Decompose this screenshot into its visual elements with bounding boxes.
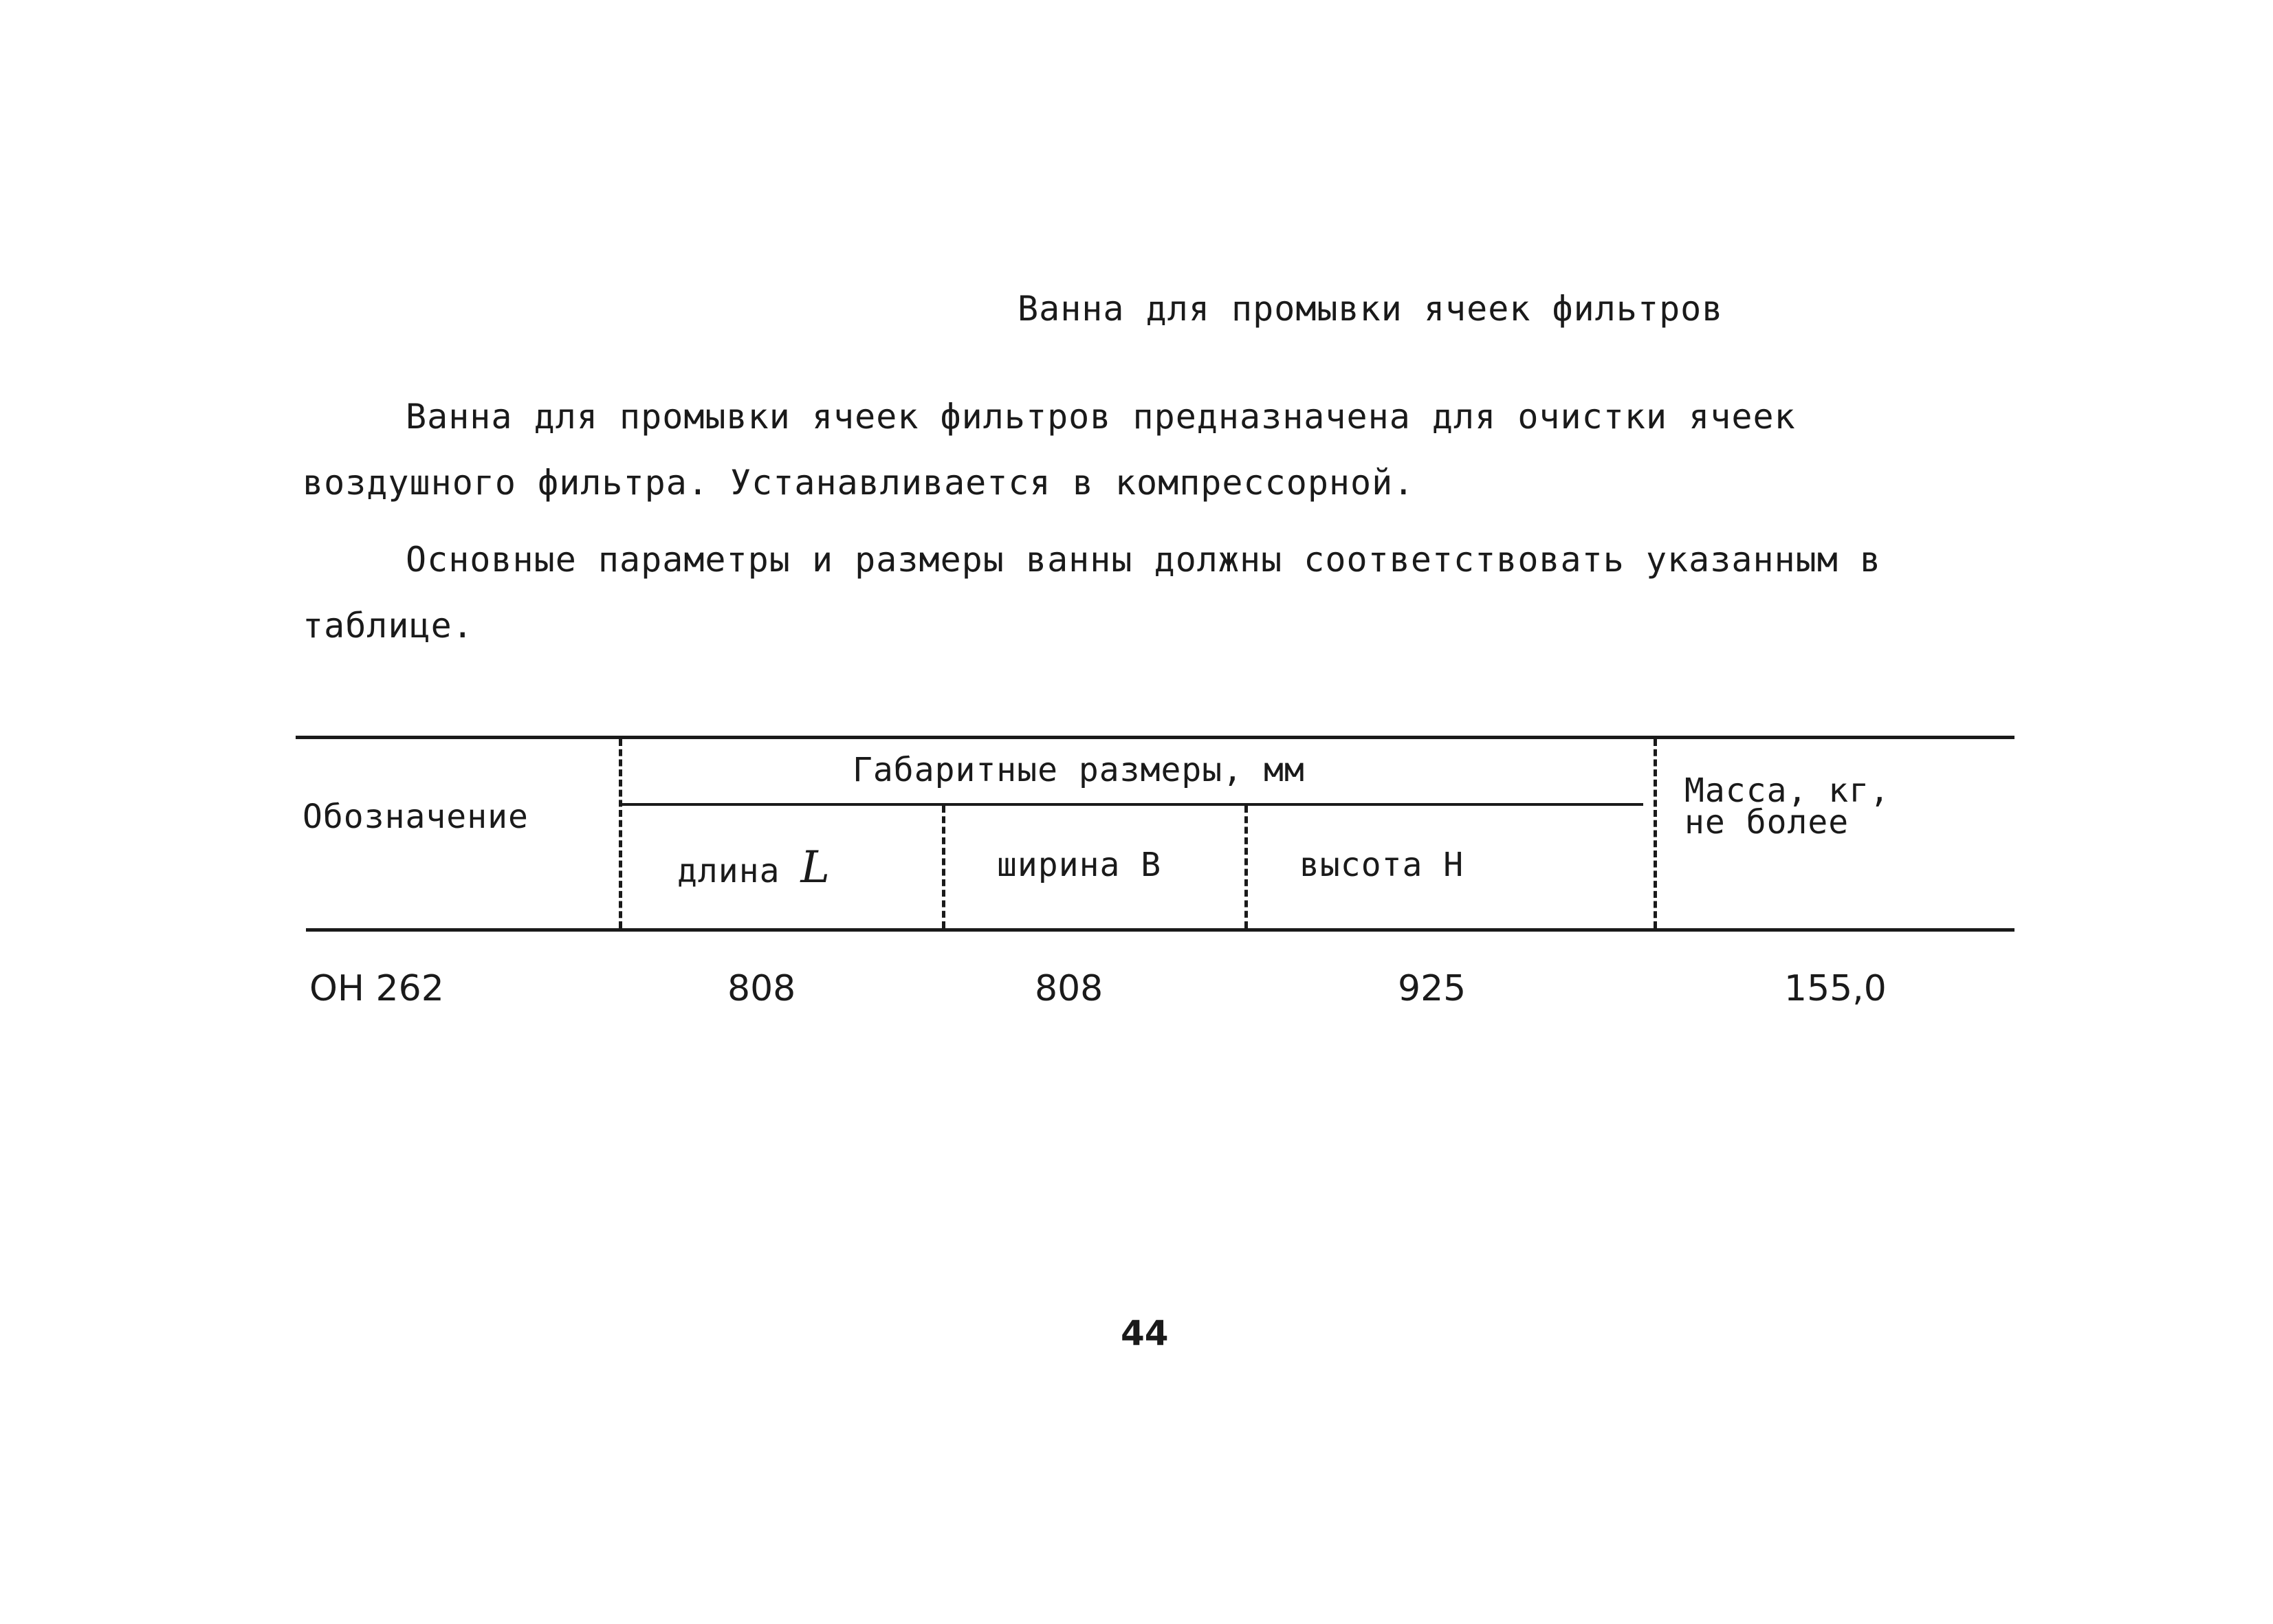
table-header-bottom-rule: [306, 928, 2014, 932]
header-mass-note: не более: [1684, 803, 1849, 842]
header-height: высота Н: [1299, 846, 1464, 884]
header-dimensions-group: Габаритные размеры, мм: [853, 751, 1305, 789]
paragraph-parameters: [303, 527, 1966, 659]
page-number: 44: [1121, 1313, 1169, 1353]
row-height: 925: [1398, 968, 1467, 1009]
row-length: 808: [727, 968, 796, 1009]
table-divider-2: [942, 806, 945, 928]
paragraph-parameters-text: Основные параметры и размеры ванны должны соответствовать указанным в таблице.: [303, 540, 1882, 646]
table-group-rule: [622, 803, 1643, 806]
row-width: 808: [1035, 968, 1103, 1009]
table-divider-1: [619, 739, 622, 928]
header-mass: Масса, кг,: [1684, 771, 1890, 810]
header-length-text: длина: [677, 852, 780, 890]
paragraph-purpose: [303, 384, 1966, 516]
paragraph-purpose-text: Ванна для промывки ячеек фильтров предназначена для очистки ячеек воздушного фильтра. Устанавливается в компрессорной.: [303, 397, 1796, 503]
row-mass: 155,0: [1784, 968, 1887, 1009]
document-title: Ванна для промывки ячеек фильтров: [1018, 289, 1724, 329]
table-divider-4: [1654, 739, 1657, 928]
table-top-rule: [296, 736, 2014, 739]
table-divider-3: [1244, 806, 1248, 928]
header-length-symbol: L: [800, 842, 831, 893]
header-width: ширина В: [997, 846, 1162, 884]
row-designation: ОН 262: [309, 968, 444, 1009]
parameters-table: [296, 729, 2014, 1018]
header-length: [677, 842, 831, 893]
header-designation: Обозначение: [303, 798, 529, 836]
